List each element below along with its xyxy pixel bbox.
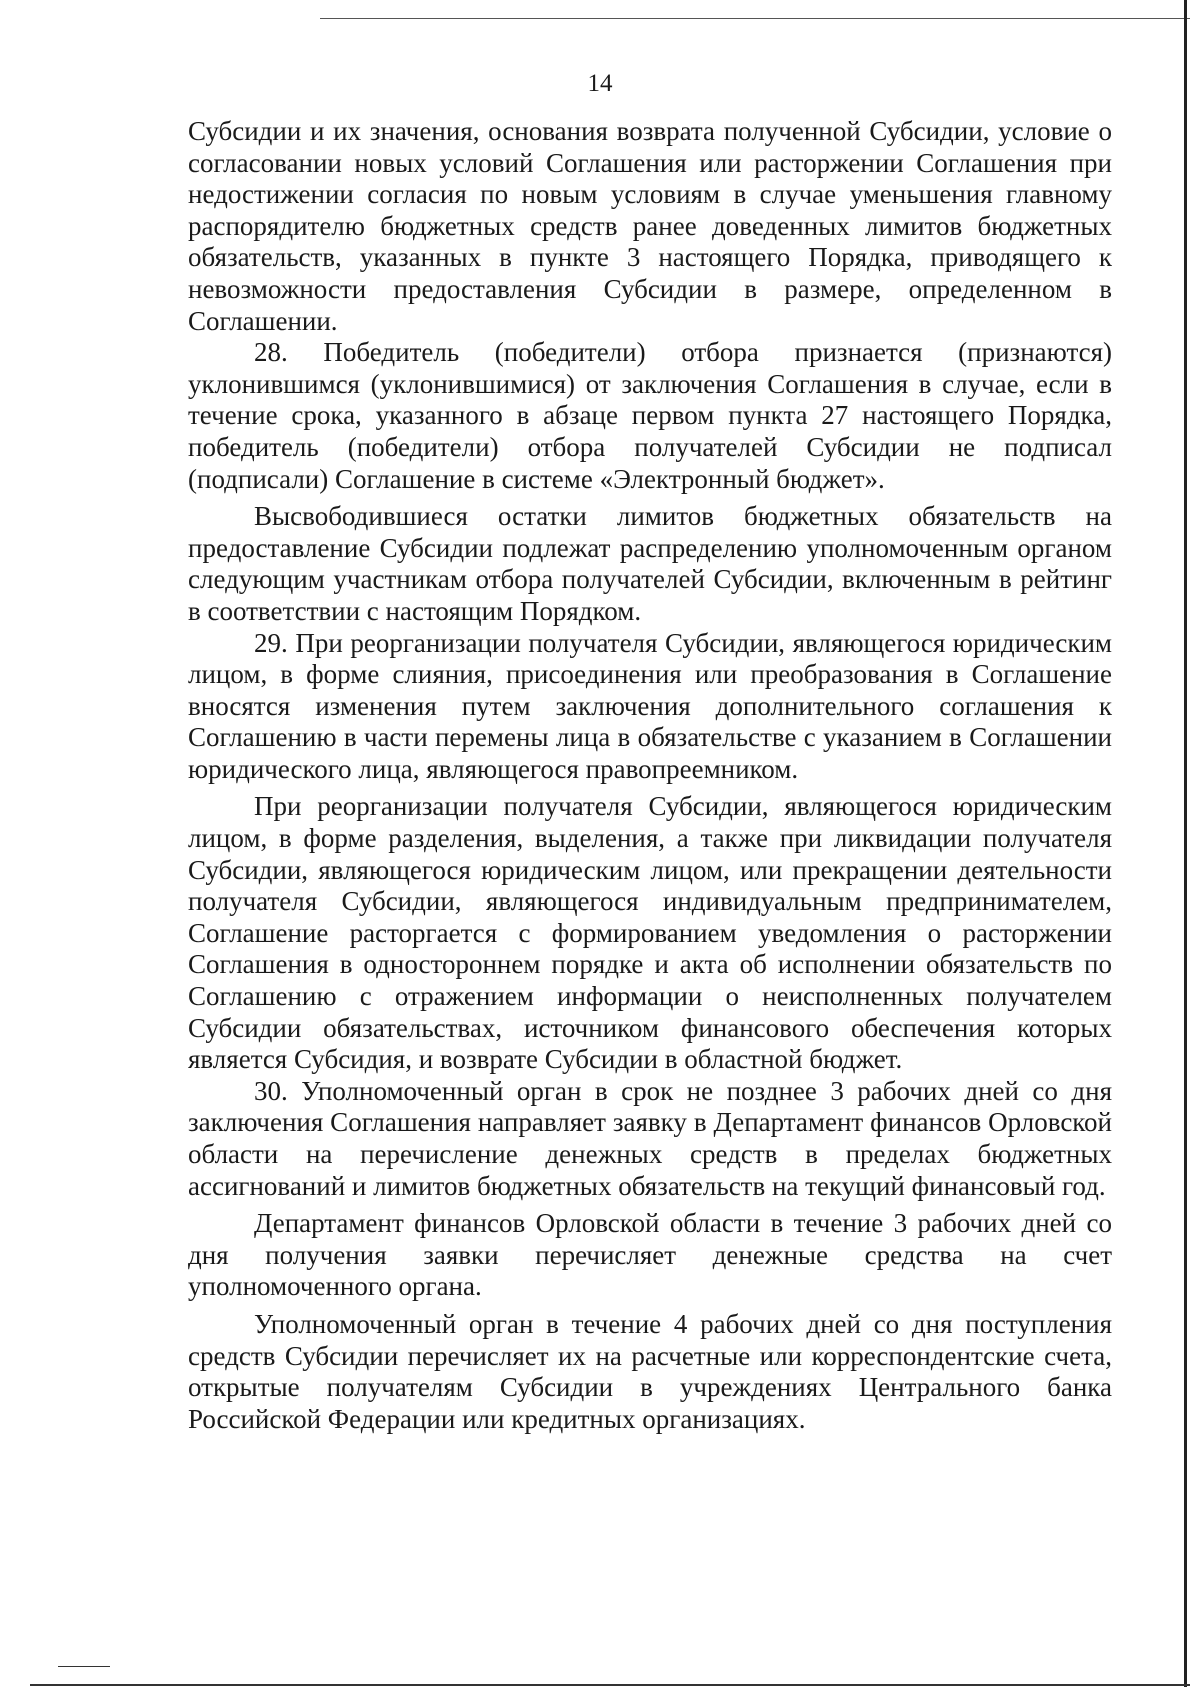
scan-edge-right bbox=[1184, 0, 1187, 1687]
scan-mark bbox=[58, 1666, 110, 1667]
scan-edge-top bbox=[320, 18, 1190, 19]
page-number: 14 bbox=[587, 70, 613, 97]
paragraph-item-29: 29. При реорганизации получателя Субсидии, являющегося юридическим лицом, в форме слияния, присоединения или преобразования в Соглашение вносятся изменения путем заключения дополнительного соглашения к Соглашению в части перемены лица в обязательстве с указанием в Соглашении юридического лица, являющегося правопреемником. bbox=[188, 627, 1112, 784]
paragraph-finance-department: Департамент финансов Орловской области в течение 3 рабочих дней со дня получения заявки перечисляет денежные средства на счет уполномоченного органа. bbox=[188, 1208, 1112, 1302]
paragraph-continuation: Субсидии и их значения, основания возврата полученной Субсидии, условие о согласовании новых условий Соглашения или расторжении Соглашения при недостижении согласия по новым условиям в случае уменьшения главному распорядителю бюджетных средств ранее доведенных лимитов бюджетных обязательств, указанных в пункте 3 настоящего Порядка, приводящего к невозможности предоставления Субсидии в размере, определенном в Соглашении. bbox=[188, 116, 1112, 336]
paragraph-released-limits: Высвободившиеся остатки лимитов бюджетных обязательств на предоставление Субсидии подлежат распределению уполномоченным органом следующим участникам отбора получателей Субсидии, включенным в рейтинг в соответствии с настоящим Порядком. bbox=[188, 501, 1112, 626]
scan-edge-bottom bbox=[30, 1684, 1190, 1686]
paragraph-item-30: 30. Уполномоченный орган в срок не позднее 3 рабочих дней со дня заключения Соглашения направляет заявку в Департамент финансов Орловской области на перечисление денежных средств в пределах бюджетных ассигнований и лимитов бюджетных обязательств на текущий финансовый год. bbox=[188, 1075, 1112, 1201]
paragraph-item-28: 28. Победитель (победители) отбора признается (признаются) уклонившимся (уклонившимися) от заключения Соглашения в случае, если в течение срока, указанного в абзаце первом пункта 27 настоящего Порядка, победитель (победители) отбора получателей Субсидии не подписал (подписали) Соглашение в системе «Электронный бюджет». bbox=[188, 337, 1112, 494]
document-body bbox=[188, 116, 1112, 1435]
paragraph-authorized-body-transfer: Уполномоченный орган в течение 4 рабочих дней со дня поступления средств Субсидии перечисляет их на расчетные или корреспондентские счета, открытые получателям Субсидии в учреждениях Центрального банка Российской Федерации или кредитных организациях. bbox=[188, 1308, 1112, 1434]
paragraph-reorganization: При реорганизации получателя Субсидии, являющегося юридическим лицом, в форме разделения, выделения, а также при ликвидации получателя Субсидии, являющегося юридическим лицом, или прекращении деятельности получателя Субсидии, являющегося индивидуальным предпринимателем, Соглашение расторгается с формированием уведомления о расторжении Соглашения в одностороннем порядке и акта об исполнении обязательств по Соглашению с отражением информации о неисполненных получателем Субсидии обязательствах, источником финансового обеспечения которых является Субсидия, и возврате Субсидии в областной бюджет. bbox=[188, 791, 1112, 1075]
